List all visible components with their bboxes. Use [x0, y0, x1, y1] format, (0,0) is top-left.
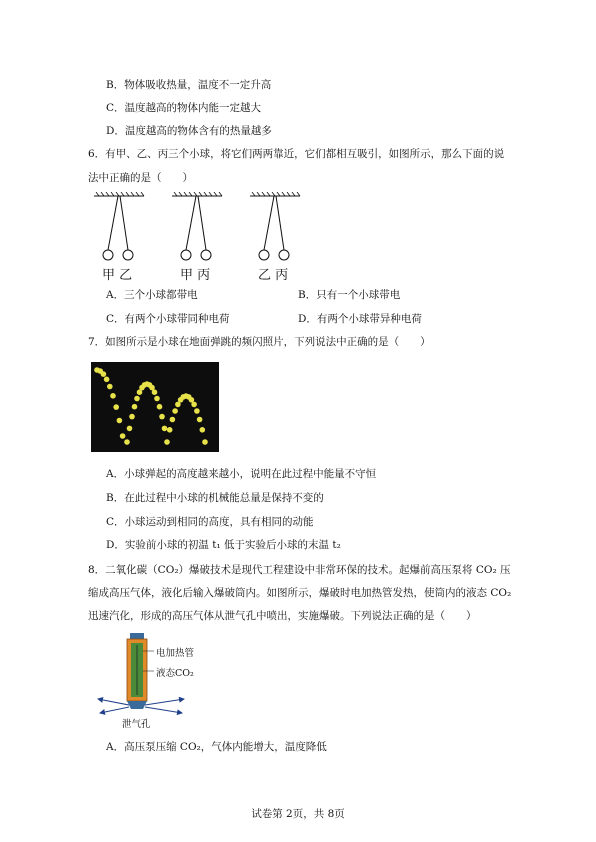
q8-label-heater: 电加热管 [156, 648, 195, 659]
q7-bouncing-ball-photo [91, 362, 219, 452]
ball-dot [127, 426, 133, 432]
ball-dot [159, 414, 165, 420]
q7-option-a: A．小球弹起的高度越来越小，说明在此过程中能量不守恒 [106, 468, 377, 480]
q5-option-c: C．温度越高的物体内能一定越大 [106, 102, 262, 114]
ball-dot [113, 404, 119, 410]
q6-option-c: C．有两个小球带同种电荷 [106, 313, 230, 325]
q8-label-liquid-co2: 液态CO₂ [156, 668, 194, 679]
ball-dot [172, 408, 178, 414]
ball-dot [202, 439, 208, 445]
q8-option-a: A．高压泵压缩 CO₂，气体内能增大，温度降低 [106, 741, 327, 753]
q5-option-b: B．物体吸收热量，温度不一定升高 [106, 79, 272, 91]
q7-option-d: D．实验前小球的初温 t₁ 低于实验后小球的末温 t₂ [106, 539, 341, 551]
q6-pendulum-figure [90, 192, 310, 268]
ball-dot [129, 414, 135, 420]
q8-stem-line2: 缩成高压气体，液化后输入爆破筒内。如图所示，爆破时电加热管发热，使筒内的液态 CO₂ [88, 587, 512, 599]
q5-option-d: D．温度越高的物体含有的热量越多 [106, 125, 272, 137]
q6-label-group2: 甲 丙 [180, 268, 211, 283]
ball-dot [107, 384, 113, 390]
ball-dot [101, 371, 107, 377]
q8-stem-line1: 8．二氧化碳（CO₂）爆破技术是现代工程建设中非常环保的技术。起爆前高压泵将 CO₂ 压 [88, 564, 511, 576]
ball-dot [191, 402, 197, 408]
ball-dot [152, 389, 158, 395]
q7-option-c: C．小球运动到相同的高度，具有相同的动能 [106, 516, 314, 528]
ball-dot [104, 377, 110, 383]
ball-dot [120, 433, 126, 439]
ball-dot [162, 426, 168, 432]
q8-stem-line3: 迅速汽化，形成的高压气体从泄气孔中喷出，实施爆破。下列说法正确的是（ ） [88, 610, 477, 622]
ball-dot [197, 417, 203, 423]
q6-stem-line1: 6．有甲、乙、丙三个小球，将它们两两靠近，它们都相互吸引，如图所示，那么下面的说 [88, 148, 505, 160]
ball-dot [194, 408, 200, 414]
q7-stem: 7．如图所示是小球在地面弹跳的频闪照片，下列说法中正确的是（ ） [88, 336, 431, 348]
ball-dot [154, 396, 160, 402]
ball-dot [164, 439, 170, 445]
ball-dot [167, 427, 173, 433]
q6-stem-line2: 法中正确的是（ ） [88, 172, 193, 184]
ball-dot [110, 393, 116, 399]
q6-option-d: D．有两个小球带异种电荷 [298, 313, 422, 325]
ball-dot [170, 417, 176, 423]
q6-label-group3: 乙 丙 [258, 268, 289, 283]
q7-option-b: B．在此过程中小球的机械能总量是保持不变的 [106, 492, 324, 504]
ball-dot [200, 427, 206, 433]
ball-dot [117, 418, 123, 424]
ball-dot [134, 396, 140, 402]
q6-option-a: A．三个小球都带电 [106, 289, 198, 301]
q8-label-vent: 泄气孔 [122, 719, 151, 730]
ball-dot [124, 439, 130, 445]
ball-dot [132, 404, 138, 410]
q6-label-group1: 甲 乙 [102, 268, 133, 283]
ball-dot [157, 404, 163, 410]
q6-option-b: B．只有一个小球带电 [298, 289, 401, 301]
page-footer: 试卷第 2页，共 8页 [251, 808, 345, 820]
